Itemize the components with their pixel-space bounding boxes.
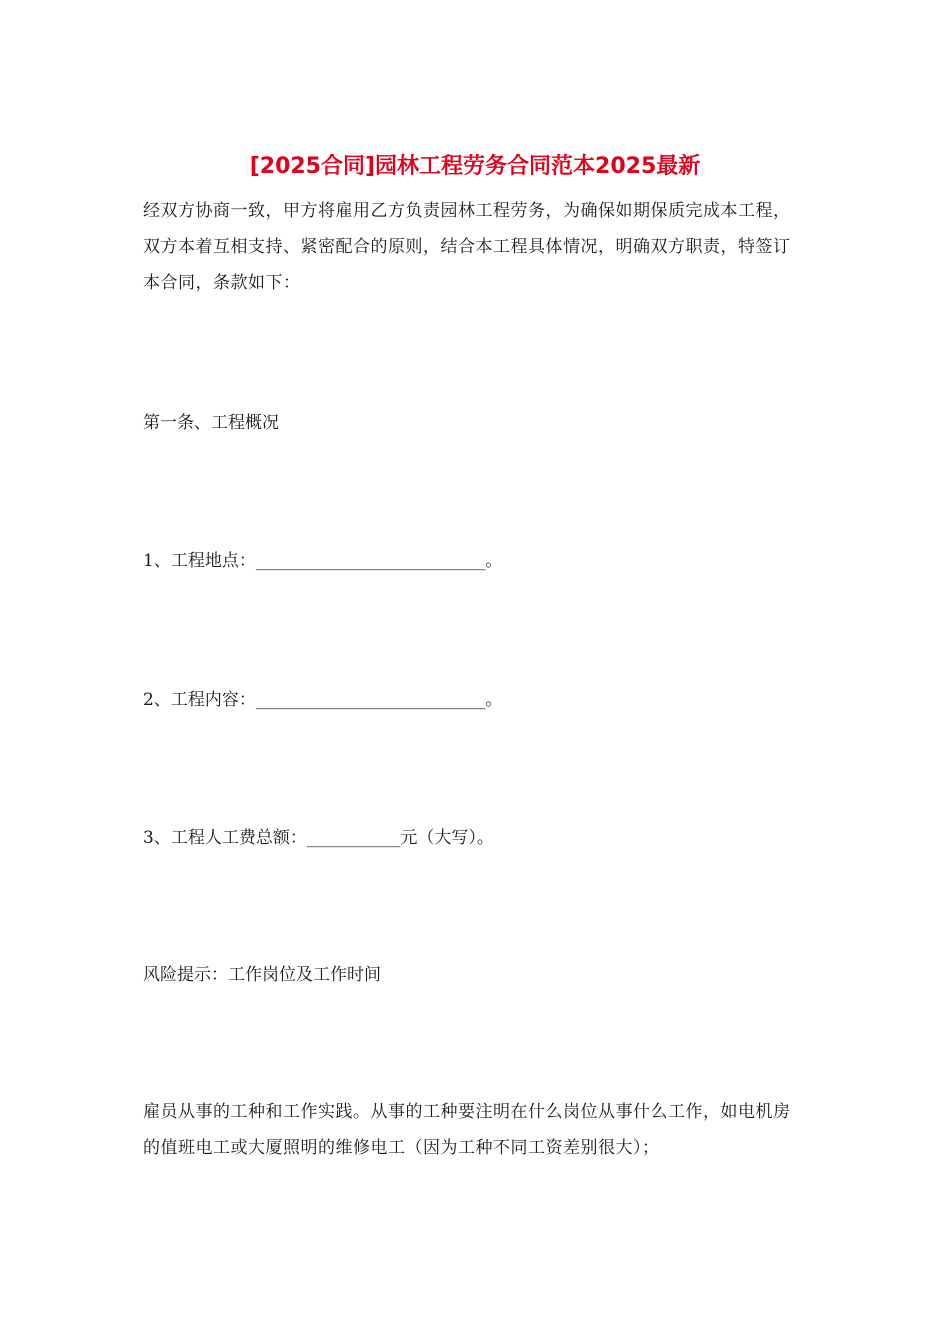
intro-paragraph: 经双方协商一致，甲方将雇用乙方负责园林工程劳务，为确保如期保质完成本工程，双方本着互相支持、紧密配合的原则，结合本工程具体情况，明确双方职责，特签订本合同，条款如下： [143,201,791,293]
item-project-content: 2、工程内容：___________________________。 [143,690,503,710]
risk-heading: 风险提示：工作岗位及工作时间 [143,965,381,985]
risk-paragraph: 雇员从事的工种和工作实践。从事的工种要注明在什么岗位从事什么工作，如电机房的值班电工或大厦照明的维修电工（因为工种不同工资差别很大）； [143,1102,791,1158]
document-title: [2025合同]园林工程劳务合同范本2025最新 [249,154,701,179]
item-labor-cost-total: 3、工程人工费总额：___________元（大写）。 [143,828,494,848]
item-project-location: 1、工程地点：___________________________。 [143,551,503,571]
article1-heading: 第一条、工程概况 [143,413,279,433]
